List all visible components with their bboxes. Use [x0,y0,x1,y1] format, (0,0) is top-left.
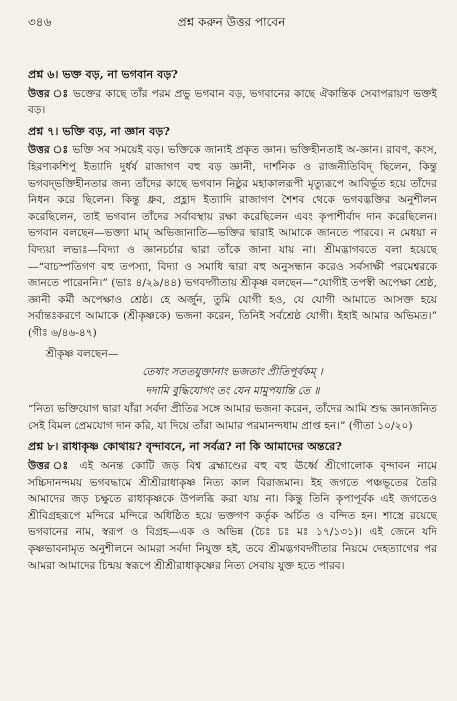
running-title: প্রশ্ন করুন উত্তর পাবেন [177,15,286,29]
answer-8 [28,458,437,574]
verse-line-1: তেষাং সততযুক্তানাং ভজতাং প্রীতিপূর্বকম্ । [142,366,323,379]
answer-label: উত্তর ঃ [28,87,69,100]
answer-label: উত্তর ঃ [28,144,69,157]
answer-7-text: ভক্তি সব সময়েই বড়। ভক্তিকে জানাই প্রকৃত জ্ঞান। ভক্তিহীনতাই অ-জ্ঞান। রাবণ, কংস, হিরণ্যকশিপু ইত্যাদি দুর্ধর্ষ রাজাগণ বহু বড় জ্ঞানী, দার্শনিক ও রাজনীতিবিদ্ ছিলেন, কিন্তু ভগবদ্‌ভক্তিহীনতার জন্য তাঁদের কাছে ভগবান নিষ্ঠুর মহাকালরূপী মৃত্যুরূপে আবির্ভূত হয়ে তাঁদের নিধন করে ছিলেন। কিন্তু ধ্রুব, প্রহ্লাদ ইত্যাদি রাজাগণ শৈশব থেকে ভগবদ্ভক্তির অনুশীলন করেছিলেন, তাই ভগবান তাঁদের সর্বাবস্থায় রক্ষা করেছিলেন এবং কৃপাশীর্বাদ দান করেছিলেন। ভগবান বলছেন—ভক্ত্যা মাম্ অভিজানাতি—ভক্তির দ্বারাই আমাকে জানতে পারবে। ন মেধয়া ন বিদ্যয়া লভ্যঃ—বিদ্যা ও জ্ঞানচর্চার দ্বারা তাঁকে জানা যায় না। শ্রীমদ্ভাগবতে বলা হয়েছে—“বাচস্পতিগণ বহু তপস্যা, বিদ্যা ও সমাধি দ্বারা বহু অনুসন্ধান করেও সর্বসাক্ষী পরমেশ্বরকে জানতে পারেননি।” (ভাঃ ৪/২৯/৪৪) ভগবদ্গীতায় শ্রীকৃষ্ণ বলছেন—“যোগীই তপস্বী অপেক্ষা শ্রেষ্ঠ, জ্ঞানী কর্মী অপেক্ষাও শ্রেষ্ঠ। হে অর্জুন, তুমি যোগী হও, যে যোগী আমাতে আসক্ত হয়ে সর্বান্তঃকরণে আমাকে (শ্রীকৃষ্ণকে) ভজনা করেন, তিনিই সর্বশ্রেষ্ঠ যোগী। ইহাই আমার অভিমত।” (গীঃ ৬/৪৬-৪৭) [28,144,437,339]
answer-8-text: এই অনন্ত কোটি জড় বিশ্ব ব্রহ্মাণ্ডের বহু বহু ঊর্ধ্বে শ্রীগোলোক বৃন্দাবন নামে সচ্চিদানন্দময় ভগবদ্ধামে শ্রীশ্রীরাধাকৃষ্ণ নিত্য কাল বিরাজমান। ইহ জগতে পঞ্চভূতের তৈরি আমাদের জড় চক্ষুতে রাধাকৃষ্ণকে উপলব্ধি করা যায় না। কিন্তু তিনি কৃপাপূর্বক এই জগতেও শ্রীবিগ্রহরূপে মন্দিরে মন্দিরে অধিষ্ঠিত হয়ে ভক্তগণ কর্তৃক অর্চিত ও বন্দিত হন। শাস্ত্রে রয়েছে ভগবানের নাম, স্বরূপ ও বিগ্রহ—এক ও অভিন্ন (চৈঃ চঃ মঃ ১৭/১৩১)। এই জেনে যদি কৃষ্ণভাবনামৃত অনুশীলনে আমরা সর্বদা নিযুক্ত হই, তবে শ্রীমদ্ভগবদ্গীতার নিয়মে দেহত্যাগের পর আমরা আমাদের চিন্ময় স্বরূপে শ্রীশ্রীরাধাকৃষ্ণের নিত্য সেবায় যুক্ত হতে পারব। [28,460,437,572]
question-7: প্রশ্ন ৭। ভক্তি বড়, না জ্ঞান বড়? [28,123,170,138]
answer-7 [28,142,437,341]
question-6: প্রশ্ন ৬। ভক্ত বড়, না ভগবান বড়? [28,67,178,81]
page-header [28,14,435,34]
speaker-line: শ্রীকৃষ্ণ বলছেন— [46,347,119,360]
page-content [28,62,437,578]
verse-translation: “নিত্য ভক্তিযোগ দ্বারা যাঁরা সর্বদা প্রীতির সঙ্গে আমার ভজনা করেন, তাঁদের আমি শুদ্ধ জ্ঞানজনিত সেই বিমল প্রেমযোগ দান করি, যা দিয়ে তাঁরা আমার পরমানন্দধাম প্রাপ্ত হন।” (গীতা ১০/২০) [28,403,437,432]
page-number: ৩৪৬ [28,15,52,29]
verse-line-2: দদামি বুদ্ধিযোগং তং যেন মামুপযান্তি তে ॥ [145,384,320,397]
question-8: প্রশ্ন ৮। রাধাকৃষ্ণ কোথায়? বৃন্দাবনে, না সর্বত্র? না কি আমাদের অন্তরে? [28,439,342,454]
answer-6-text: ভক্তের কাছে তাঁর পরম প্রভু ভগবান বড়, ভগবানের কাছে ঐকান্তিক সেবাপরায়ণ ভক্তই বড়। [28,87,437,117]
answer-label: উত্তর ঃ [28,460,73,473]
answer-6 [28,86,437,119]
